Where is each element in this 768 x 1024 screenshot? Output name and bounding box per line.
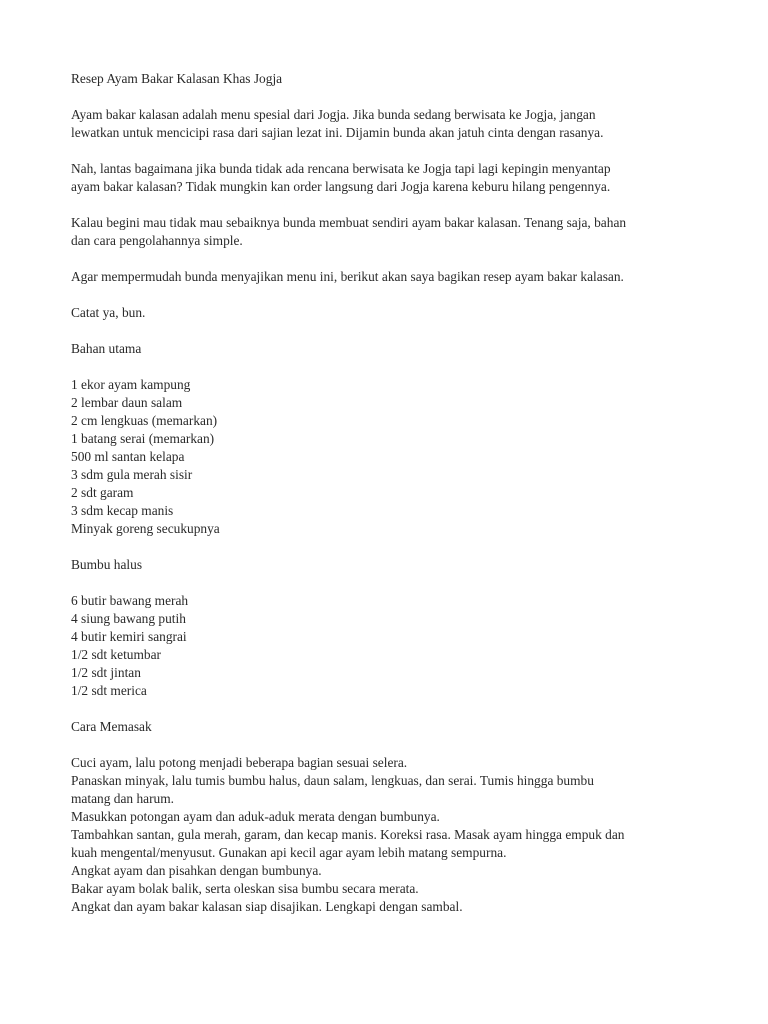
- cooking-steps: [71, 754, 711, 916]
- paragraph-line: lewatkan untuk mencicipi rasa dari sajian lezat ini. Dijamin bunda akan jatuh cinta dengan rasanya.: [71, 125, 604, 140]
- intro-paragraph-5: [71, 304, 711, 322]
- ingredient-list-bahan-utama: [71, 376, 711, 538]
- paragraph-line: Catat ya, bun.: [71, 305, 146, 320]
- ingredient-item: 1 batang serai (memarkan): [71, 431, 215, 446]
- section-heading-cara-memasak: Cara Memasak: [71, 719, 152, 734]
- ingredient-item: 3 sdm gula merah sisir: [71, 467, 193, 482]
- document-page: [71, 70, 711, 934]
- paragraph-line: Agar mempermudah bunda menyajikan menu ini, berikut akan saya bagikan resep ayam bakar kalasan.: [71, 269, 624, 284]
- ingredient-item: 6 butir bawang merah: [71, 593, 189, 608]
- intro-paragraph-2: [71, 160, 711, 196]
- ingredient-item: 4 siung bawang putih: [71, 611, 186, 626]
- ingredient-item: 1/2 sdt jintan: [71, 665, 141, 680]
- ingredient-list-bumbu-halus: [71, 592, 711, 700]
- paragraph-line: Ayam bakar kalasan adalah menu spesial dari Jogja. Jika bunda sedang berwisata ke Jogja, jangan: [71, 107, 596, 122]
- step-line: matang dan harum.: [71, 791, 174, 806]
- section-heading-bumbu-halus: Bumbu halus: [71, 557, 143, 572]
- step-line: Tambahkan santan, gula merah, garam, dan kecap manis. Koreksi rasa. Masak ayam hingga empuk dan: [71, 827, 625, 842]
- ingredient-item: 4 butir kemiri sangrai: [71, 629, 187, 644]
- step-line: Masukkan potongan ayam dan aduk-aduk merata dengan bumbunya.: [71, 809, 440, 824]
- ingredient-item: Minyak goreng secukupnya: [71, 521, 220, 536]
- step-line: Angkat ayam dan pisahkan dengan bumbunya.: [71, 863, 322, 878]
- step-line: Bakar ayam bolak balik, serta oleskan sisa bumbu secara merata.: [71, 881, 419, 896]
- intro-paragraph-1: [71, 106, 711, 142]
- step-line: Cuci ayam, lalu potong menjadi beberapa bagian sesuai selera.: [71, 755, 408, 770]
- intro-paragraph-4: [71, 268, 711, 286]
- ingredient-item: 1 ekor ayam kampung: [71, 377, 191, 392]
- paragraph-line: Nah, lantas bagaimana jika bunda tidak ada rencana berwisata ke Jogja tapi lagi kepingin menyantap: [71, 161, 611, 176]
- step-line: kuah mengental/menyusut. Gunakan api kecil agar ayam lebih matang sempurna.: [71, 845, 507, 860]
- step-line: Angkat dan ayam bakar kalasan siap disajikan. Lengkapi dengan sambal.: [71, 899, 463, 914]
- paragraph-line: ayam bakar kalasan? Tidak mungkin kan order langsung dari Jogja karena keburu hilang pengennya.: [71, 179, 611, 194]
- section-heading-bahan-utama: Bahan utama: [71, 341, 142, 356]
- document-title: Resep Ayam Bakar Kalasan Khas Jogja: [71, 71, 283, 86]
- ingredient-item: 2 lembar daun salam: [71, 395, 183, 410]
- intro-paragraph-3: [71, 214, 711, 250]
- ingredient-item: 2 cm lengkuas (memarkan): [71, 413, 218, 428]
- ingredient-item: 1/2 sdt ketumbar: [71, 647, 162, 662]
- ingredient-item: 500 ml santan kelapa: [71, 449, 185, 464]
- ingredient-item: 1/2 sdt merica: [71, 683, 147, 698]
- paragraph-line: Kalau begini mau tidak mau sebaiknya bunda membuat sendiri ayam bakar kalasan. Tenang saja, bahan: [71, 215, 627, 230]
- ingredient-item: 3 sdm kecap manis: [71, 503, 174, 518]
- step-line: Panaskan minyak, lalu tumis bumbu halus, daun salam, lengkuas, dan serai. Tumis hingga bumbu: [71, 773, 594, 788]
- paragraph-line: dan cara pengolahannya simple.: [71, 233, 243, 248]
- ingredient-item: 2 sdt garam: [71, 485, 134, 500]
